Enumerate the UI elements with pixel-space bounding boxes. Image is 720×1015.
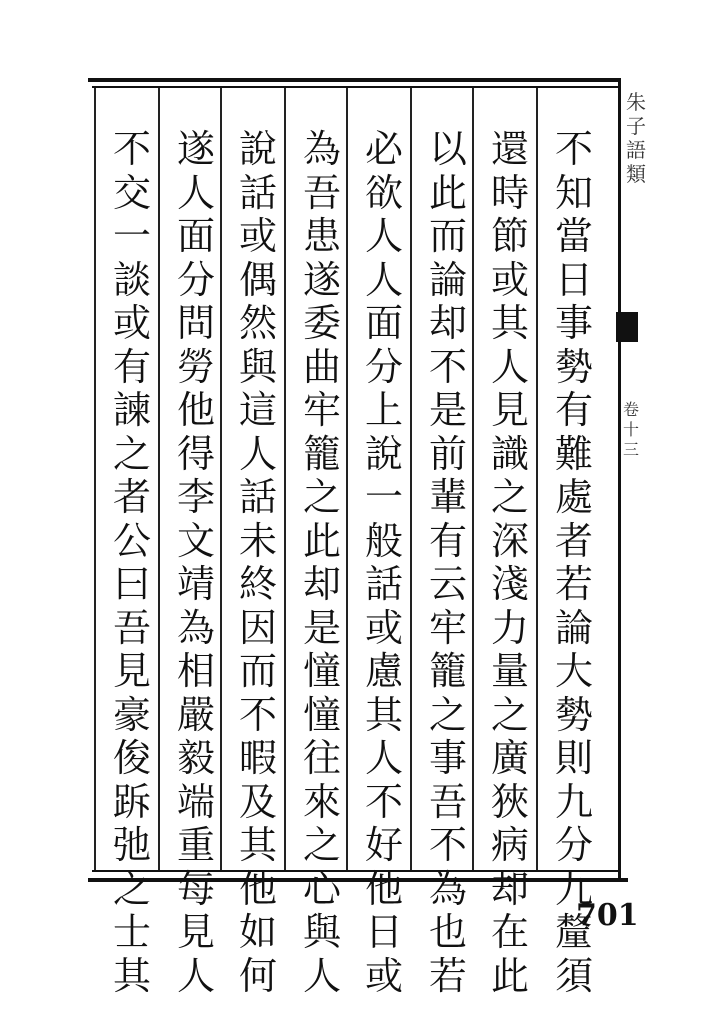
text-column: 為 吾 患 遂 委 曲 牢 籠 之 此 却 是 憧 憧 往 來 之 心 與 人: [302, 127, 341, 998]
text-column: 說 話 或 偶 然 與 這 人 話 未 終 因 而 不 暇 及 其 他 如 何: [238, 127, 277, 998]
column-divider: [410, 88, 412, 870]
text-column: 不 交 一 談 或 有 諫 之 者 公 曰 吾 見 豪 俊 跅 弛 之 士 其: [112, 127, 151, 998]
text-column: 遂 人 面 分 問 勞 他 得 李 文 靖 為 相 嚴 毅 端 重 每 見 人: [176, 127, 215, 998]
text-column: 還 時 節 或 其 人 見 識 之 深 淺 力 量 之 廣 狹 病 却 在 此: [490, 127, 529, 998]
text-column: 必 欲 人 人 面 分 上 說 一 般 話 或 慮 其 人 不 好 他 日 或: [364, 127, 403, 998]
text-column: 不 知 當 日 事 勢 有 難 處 者 若 論 大 勢 則 九 分 九 釐 須: [554, 127, 593, 998]
top-border-thin: [92, 86, 620, 88]
column-divider: [284, 88, 286, 870]
column-divider: [158, 88, 160, 870]
margin-book-title: 朱 子 語 類: [626, 90, 646, 186]
margin-rule: [618, 78, 621, 878]
text-column: 以 此 而 論 却 不 是 前 輩 有 云 牢 籠 之 事 吾 不 為 也 若: [428, 127, 467, 998]
left-border: [94, 88, 96, 870]
page-number: 701: [576, 898, 639, 933]
column-divider: [536, 88, 538, 870]
margin-juan-label: 卷 十 三: [622, 400, 639, 459]
fish-tail-mark: [616, 312, 638, 342]
top-border-thick: [88, 78, 620, 82]
